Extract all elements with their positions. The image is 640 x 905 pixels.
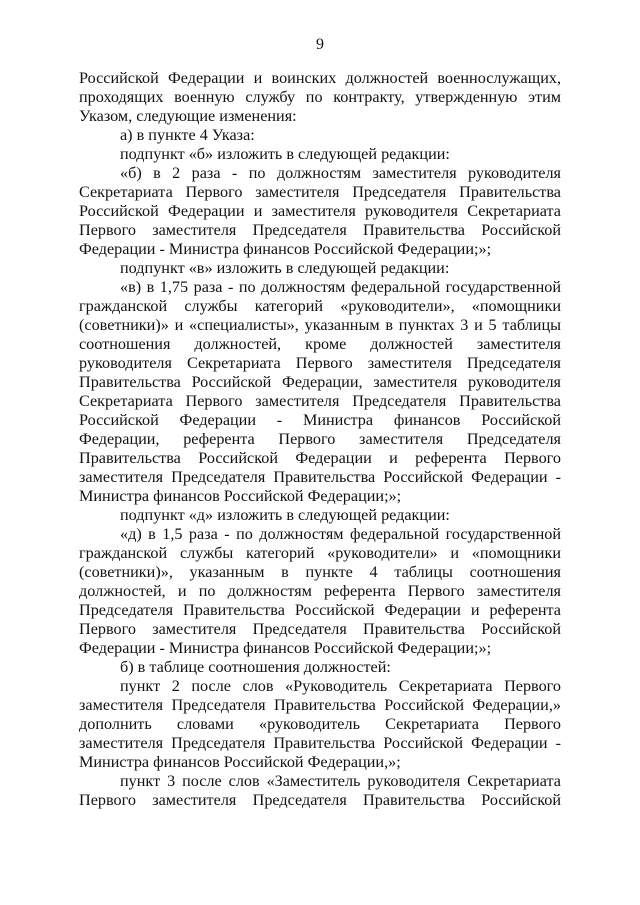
document-text (79, 69, 561, 810)
paragraph: «в) в 1,75 раза - по должностям федеральной государственной гражданской службы категорий «руководители», «помощники (советники)» и «специалисты», указанным в пунктах 3 и 5 таблицы соотношения должностей, кроме должностей заместителя руководителя Секретариата Первого заместителя Председателя Правительства Российской Федерации, заместителя руководителя Секретариата Первого заместителя Председателя Правительства Российской Федерации - Министра финансов Российской Федерации, референта Первого заместителя Председателя Правительства Российской Федерации и референта Первого заместителя Председателя Правительства Российской Федерации - Министра финансов Российской Федерации;»; (79, 278, 561, 505)
paragraph: «б) в 2 раза - по должностям заместителя руководителя Секретариата Первого заместителя Председателя Правительства Российской Федерации и заместителя руководителя Секретариата Первого заместителя Председателя Правительства Российской Федерации - Министра финансов Российской Федерации;»; (79, 164, 561, 258)
paragraph: а) в пункте 4 Указа: (120, 126, 255, 144)
paragraph: подпункт «в» изложить в следующей редакции: (120, 259, 450, 277)
page-number: 9 (316, 36, 324, 53)
paragraph: пункт 3 после слов «Заместитель руководителя Секретариата Первого заместителя Председателя Правительства Российской (79, 772, 561, 809)
paragraph: «д) в 1,5 раза - по должностям федеральной государственной гражданской службы категорий «руководители» и «помощники (советники)», указанным в пункте 4 таблицы соотношения должностей, и по должностям референта Первого заместителя Председателя Правительства Российской Федерации и референта Первого заместителя Председателя Правительства Российской Федерации - Министра финансов Российской Федерации;»; (79, 525, 561, 657)
paragraph: подпункт «д» изложить в следующей редакции: (120, 506, 450, 524)
paragraph: пункт 2 после слов «Руководитель Секретариата Первого заместителя Председателя Правительства Российской Федерации,» дополнить словами «руководитель Секретариата Первого заместителя Председателя Правительства Российской Федерации - Министра финансов Российской Федерации,»; (79, 677, 561, 771)
paragraph: Российской Федерации и воинских должностей военнослужащих, проходящих военную службу по контракту, утвержденную этим Указом, следующие изменения: (79, 69, 561, 125)
paragraph: б) в таблице соотношения должностей: (120, 658, 391, 676)
paragraph: подпункт «б» изложить в следующей редакции: (120, 145, 450, 163)
